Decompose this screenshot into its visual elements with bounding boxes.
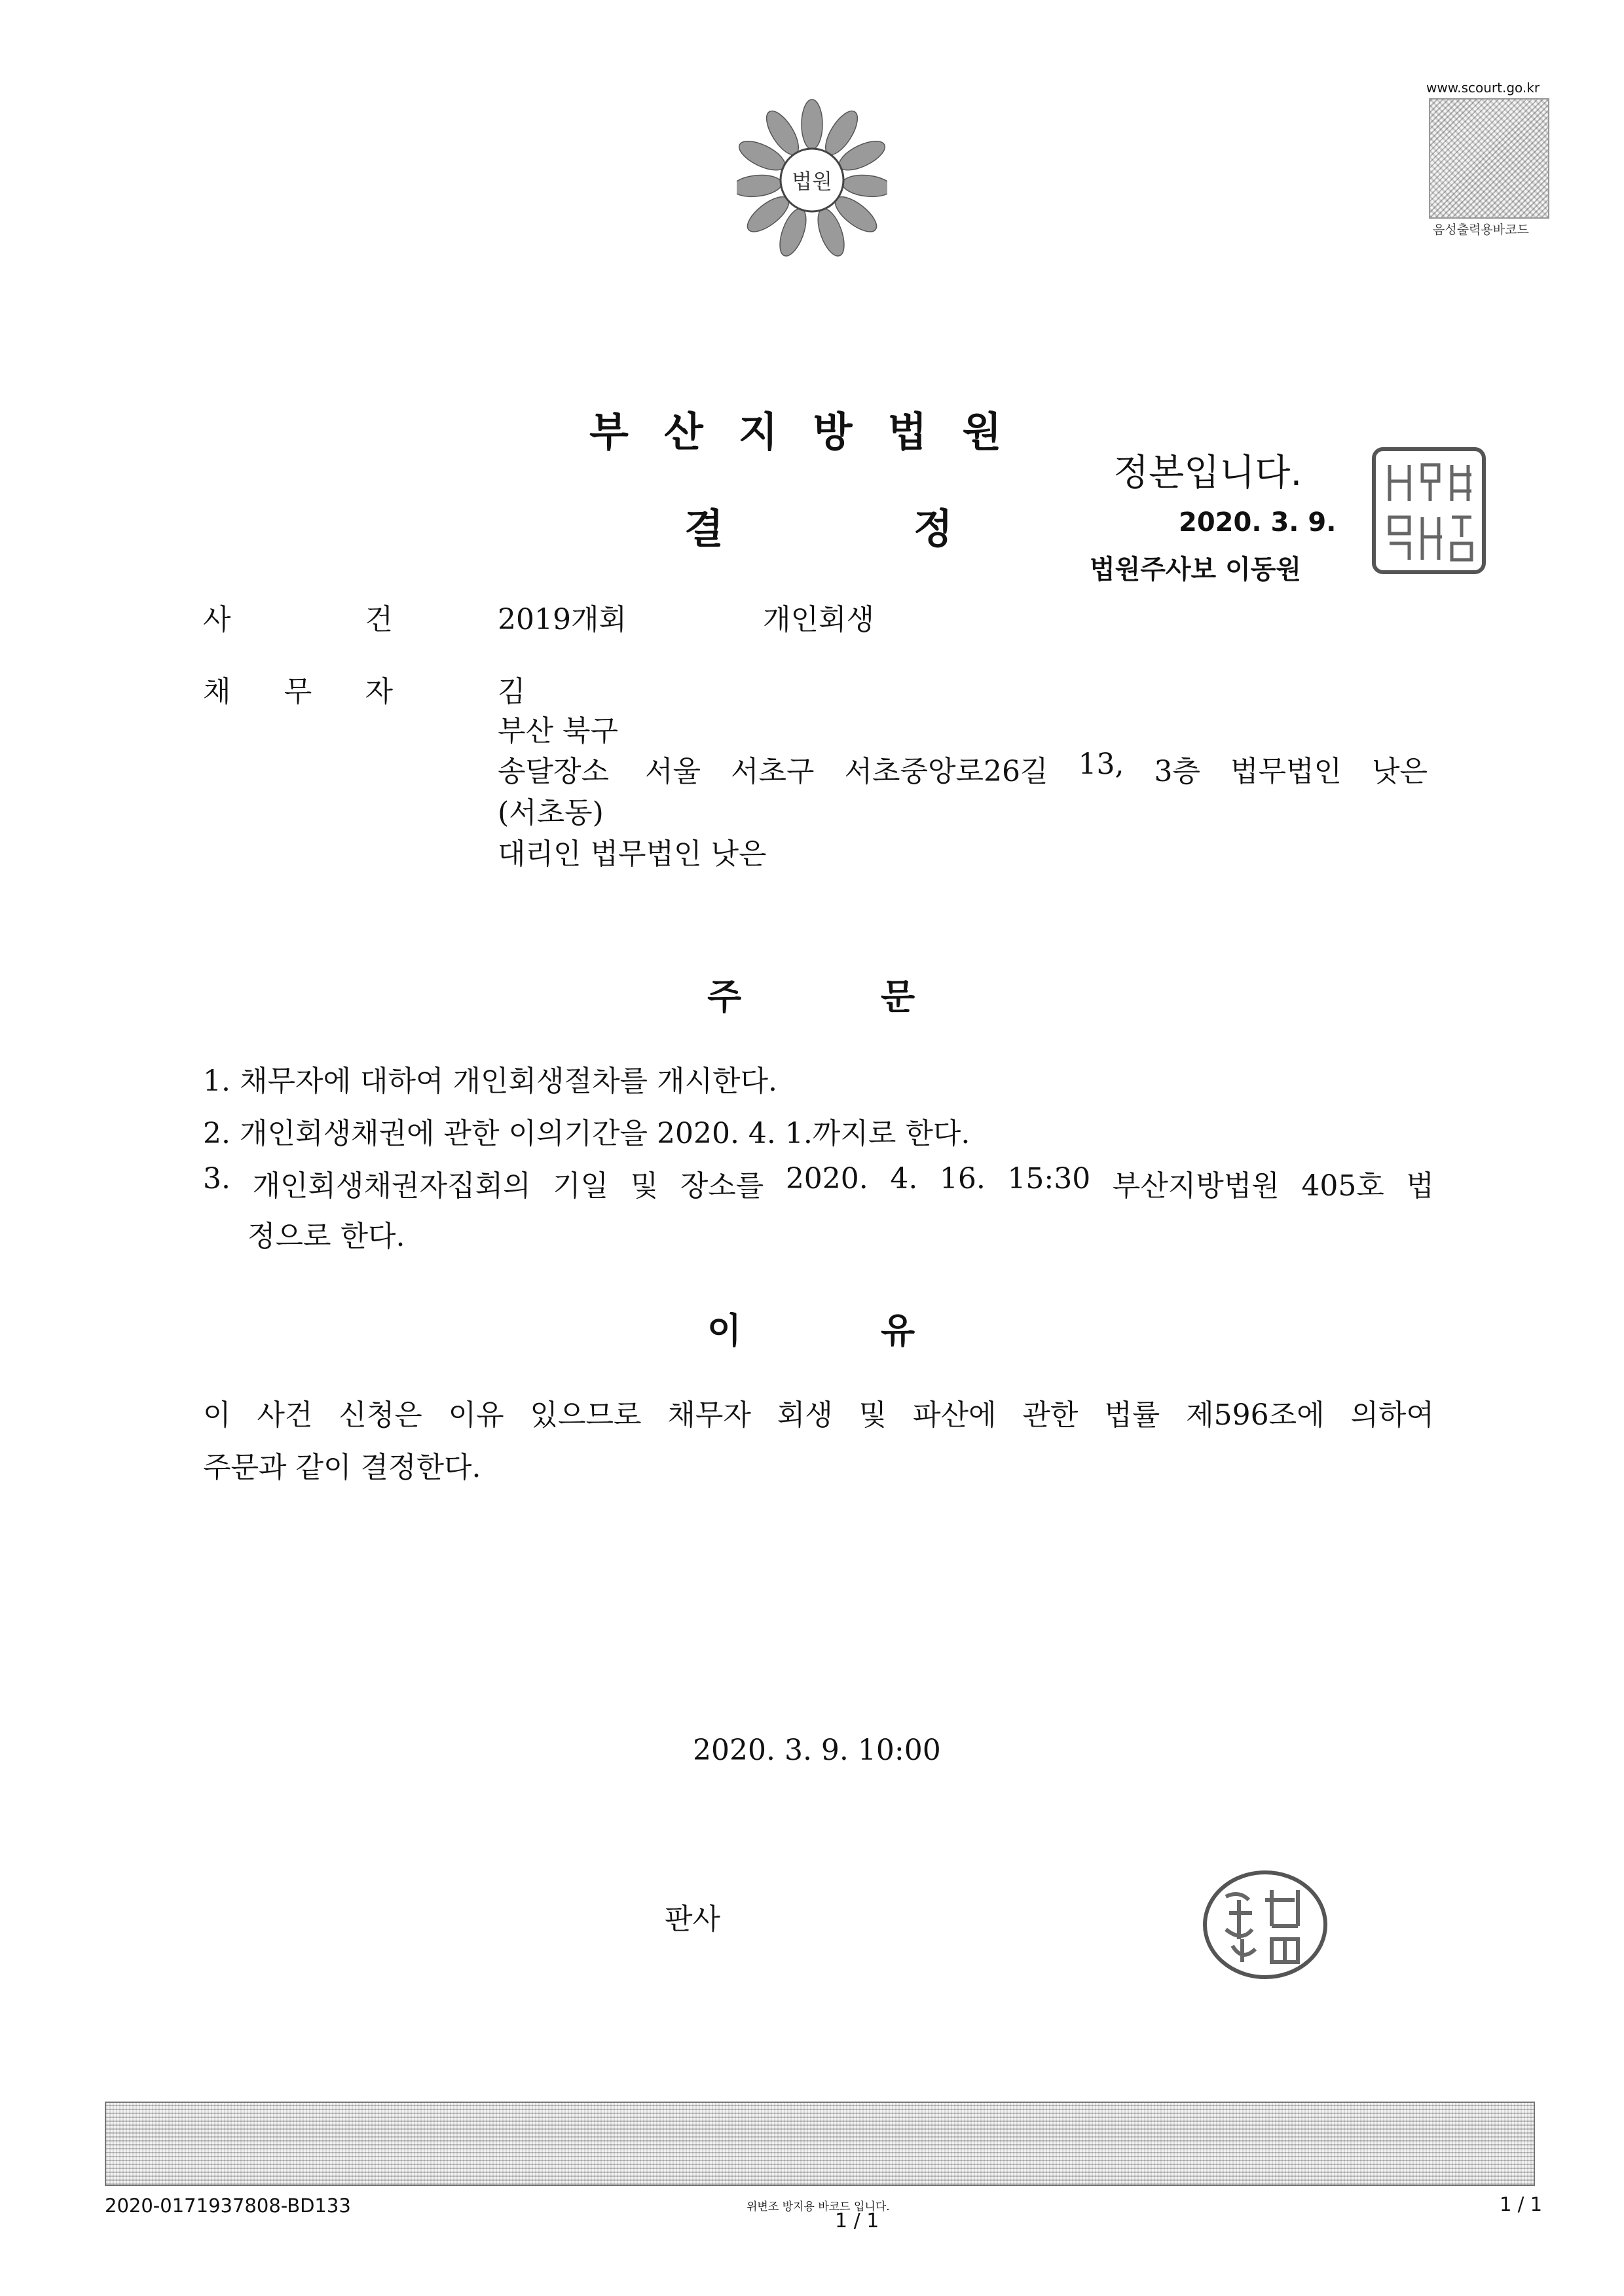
reason-word: 있으므로 (530, 1398, 642, 1432)
reason-word: 파산에 (913, 1398, 997, 1432)
order-heading-left: 주 (707, 976, 742, 1017)
debtor-label (203, 668, 393, 710)
order-word: 법 (1406, 1169, 1434, 1203)
debtor-address: 부산 북구 (498, 714, 619, 748)
order-word: 2020. (785, 1162, 868, 1195)
order-heading-right: 문 (881, 976, 915, 1017)
reason-word: 의하여 (1350, 1398, 1434, 1432)
service-word: 3층 (1154, 755, 1200, 788)
service-word: 서초중앙로26길 (844, 755, 1048, 788)
service-word: 서초구 (731, 755, 815, 788)
court-name: 부산지방법원 (589, 408, 1037, 456)
debtor-label-char: 무 (284, 675, 312, 708)
reason-word: 이 (203, 1398, 231, 1432)
certification-date: 2020. 3. 9. (1179, 507, 1337, 538)
reason-word: 관한 (1022, 1398, 1079, 1432)
order-word: 및 (630, 1169, 659, 1203)
certification-officer: 법원주사보 이동원 (1090, 555, 1302, 585)
doc-title-right: 정 (913, 505, 953, 553)
debtor-name: 김 (498, 675, 526, 708)
reason-word: 채무자 (667, 1398, 751, 1432)
voice-output-barcode (1429, 98, 1549, 219)
judge-round-seal (1200, 1867, 1331, 1982)
order-word: 3. (203, 1162, 231, 1195)
anti-forgery-barcode (105, 2102, 1535, 2186)
case-label (203, 596, 393, 638)
service-label: 송달장소 (498, 755, 610, 788)
reason-word: 신청은 (339, 1398, 422, 1432)
order-item: 1. 채무자에 대하여 개인회생절차를 개시한다. (203, 1065, 777, 1098)
reason-word: 법률 (1104, 1398, 1160, 1432)
reason-heading-right: 유 (881, 1310, 915, 1351)
service-word: 법무법인 (1230, 755, 1342, 788)
reason-word: 제596조에 (1186, 1398, 1325, 1432)
reason-word: 및 (858, 1398, 887, 1432)
barcode-note: 위변조 방지용 바코드 입니다. (747, 2200, 890, 2214)
official-square-seal (1370, 445, 1488, 576)
order-item-3 (203, 1162, 1434, 1204)
debtor-label-char: 채 (203, 675, 231, 708)
reason-word: 이유 (448, 1398, 504, 1432)
qr-url: www.scourt.go.kr (1426, 80, 1540, 96)
reason-line-1 (203, 1391, 1434, 1433)
order-word: 부산지방법원 (1112, 1169, 1280, 1203)
order-word: 16. (939, 1162, 986, 1195)
order-word: 기일 (553, 1169, 609, 1203)
order-item-3-continued: 정으로 한다. (248, 1220, 405, 1253)
page-number-right: 1 / 1 (1500, 2193, 1543, 2215)
emblem-text: 법원 (792, 169, 832, 194)
reason-line-2: 주문과 같이 결정한다. (203, 1451, 481, 1484)
judge-label: 판사 (665, 1903, 721, 1936)
service-word: 서울 (645, 755, 701, 788)
decision-datetime: 2020. 3. 9. 10:00 (693, 1734, 941, 1767)
debtor-label-char: 자 (365, 675, 393, 708)
case-label-char: 건 (365, 603, 393, 636)
document-id: 2020-0171937808-BD133 (105, 2195, 351, 2217)
court-emblem (737, 98, 887, 268)
case-type: 개인회생 (763, 603, 875, 636)
doc-title-left: 결 (684, 505, 724, 553)
reason-word: 회생 (777, 1398, 833, 1432)
service-word: 낫은 (1371, 755, 1428, 788)
case-label-char: 사 (203, 603, 231, 636)
service-address (498, 748, 1428, 790)
service-address-line2: (서초동) (498, 796, 604, 829)
order-word: 개인회생채권자집회의 (252, 1169, 531, 1203)
reason-heading-left: 이 (707, 1310, 742, 1351)
order-word: 4. (890, 1162, 918, 1195)
page-number-center: 1 / 1 (835, 2210, 879, 2232)
debtor-agent: 대리인 법무법인 낫은 (498, 837, 767, 871)
qr-caption: 음성출력용바코드 (1433, 223, 1529, 237)
order-word: 405호 (1301, 1169, 1384, 1203)
order-word: 장소를 (680, 1169, 764, 1203)
order-item: 2. 개인회생채권에 관한 이의기간을 2020. 4. 1.까지로 한다. (203, 1117, 970, 1150)
certified-copy-text: 정본입니다. (1113, 452, 1302, 494)
reason-word: 사건 (257, 1398, 313, 1432)
order-word: 15:30 (1007, 1162, 1091, 1195)
case-number: 2019개회 (498, 603, 627, 636)
service-word: 13, (1078, 748, 1124, 781)
